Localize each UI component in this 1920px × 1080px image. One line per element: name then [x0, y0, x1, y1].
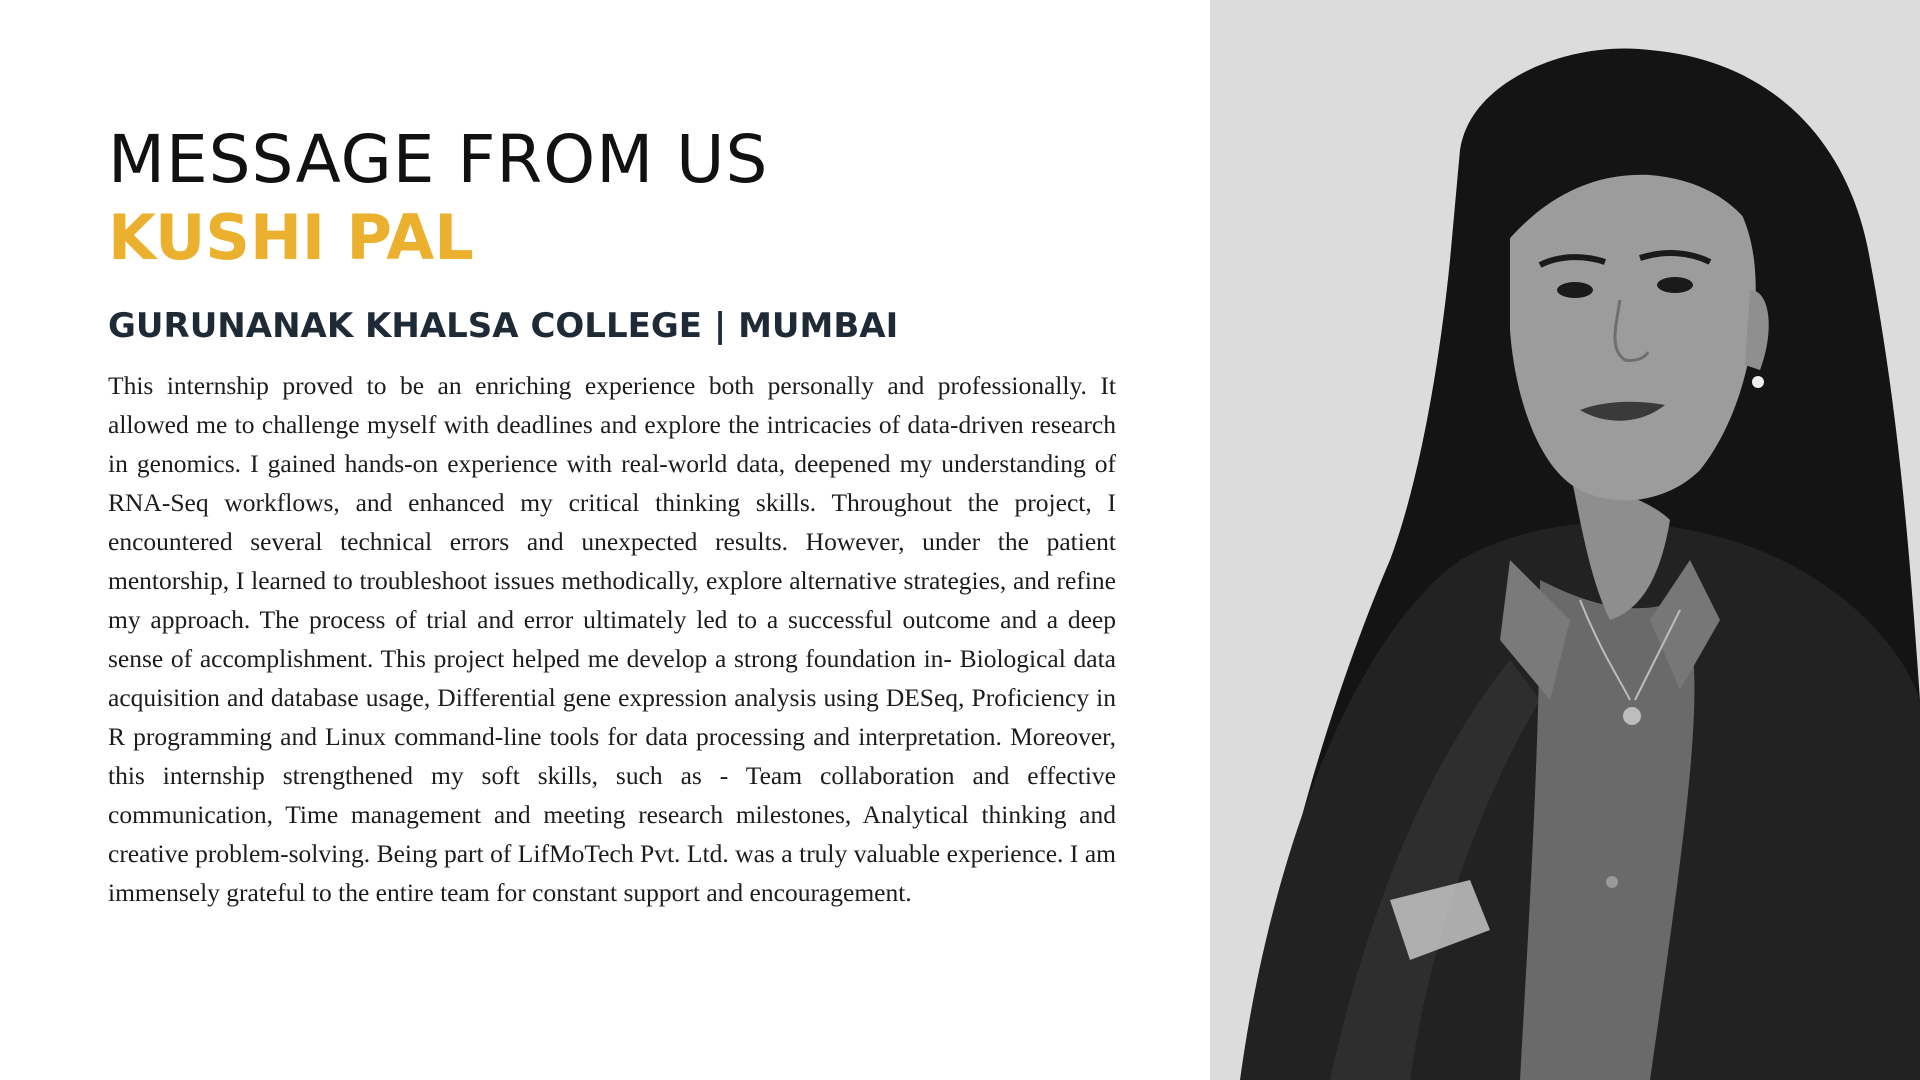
page-title: MESSAGE FROM US: [108, 121, 769, 198]
person-name: KUSHI PAL: [108, 201, 474, 274]
institution-label: GURUNANAK KHALSA COLLEGE | MUMBAI: [108, 306, 899, 346]
portrait-photo: [1210, 0, 1920, 1080]
portrait-panel: [1210, 0, 1920, 1080]
message-column: [108, 120, 1116, 912]
message-body: This internship proved to be an enriching experience both personally and professionally. It allowed me to challenge myself with deadlines and explore the intricacies of data-driven research in genomics. I gained hands-on experience with real-world data, deepened my understanding of RNA-Seq workflows, and enhanced my critical thinking skills. Throughout the project, I encountered several technical errors and unexpected results. However, under the patient mentorship, I learned to troubleshoot issues methodically, explore alternative strategies, and refine my approach. The process of trial and error ultimately led to a successful outcome and a deep sense of accomplishment. This project helped me develop a strong foundation in- Biological data acquisition and database usage, Differential gene expression analysis using DESeq, Proficiency in R programming and Linux command-line tools for data processing and interpretation. Moreover, this internship strengthened my soft skills, such as - Team collaboration and effective communication, Time management and meeting research milestones, Analytical thinking and creative problem-solving. Being part of LifMoTech Pvt. Ltd. was a truly valuable experience. I am immensely grateful to the entire team for constant support and encouragement.: [108, 371, 1116, 907]
